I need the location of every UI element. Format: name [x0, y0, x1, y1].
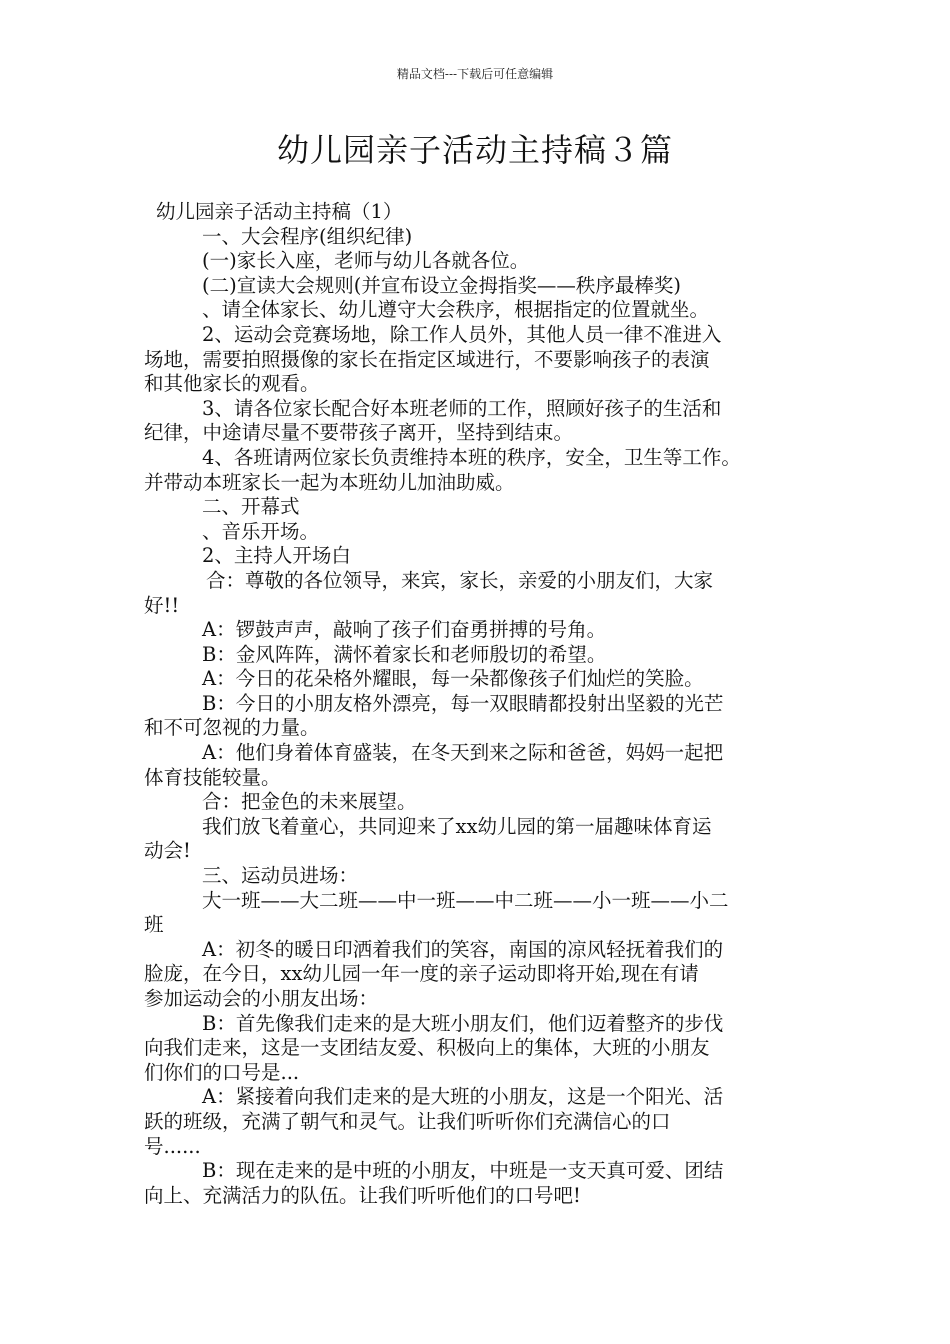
paragraph-line: 纪律，中途请尽量不要带孩子离开，坚持到结束。	[144, 421, 574, 445]
document-body	[144, 200, 820, 1208]
paragraph-line: (一)家长入座，老师与幼儿各就各位。	[202, 249, 530, 273]
paragraph-line: 一、大会程序(组织纪律)	[202, 224, 413, 248]
paragraph-line: B：金风阵阵，满怀着家长和老师殷切的希望。	[202, 642, 607, 666]
paragraph-line: A：今日的花朵格外耀眼，每一朵都像孩子们灿烂的笑脸。	[202, 667, 704, 691]
paragraph-line: 、音乐开场。	[202, 519, 320, 543]
document-title: 幼儿园亲子活动主持稿３篇	[276, 131, 673, 169]
paragraph-line: 参加运动会的小朋友出场：	[144, 987, 379, 1010]
paragraph-line: 4、各班请两位家长负责维持本班的秩序，安全，卫生等工作。	[202, 445, 741, 469]
paragraph-line: 合：尊敬的各位领导，来宾，家长，亲爱的小朋友们，大家	[206, 568, 714, 592]
paragraph-line: B：首先像我们走来的是大班小朋友们，他们迈着整齐的步伐	[202, 1011, 724, 1035]
header-note: 精品文档---下载后可任意编辑	[396, 67, 554, 81]
paragraph-line: 我们放飞着童心，共同迎来了xx幼儿园的第一届趣味体育运	[202, 814, 712, 838]
paragraph-line: 二、开幕式	[202, 495, 300, 519]
paragraph-line: 并带动本班家长一起为本班幼儿加油助威。	[144, 470, 515, 494]
paragraph-line: B：现在走来的是中班的小朋友，中班是一支天真可爱、团结	[202, 1159, 724, 1183]
paragraph-line: 体育技能较量。	[144, 765, 281, 789]
paragraph-line: 号......	[144, 1134, 201, 1158]
paragraph-line: 向上、充满活力的队伍。让我们听听他们的口号吧!	[144, 1183, 581, 1207]
paragraph-line: (二)宣读大会规则(并宣布设立金拇指奖——秩序最棒奖)	[202, 273, 681, 297]
paragraph-line: B：今日的小朋友格外漂亮，每一双眼睛都投射出坚毅的光芒	[202, 691, 724, 715]
paragraph-line: 跃的班级，充满了朝气和灵气。让我们听听你们充满信心的口	[144, 1109, 671, 1133]
paragraph-line: A：他们身着体育盛装，在冬天到来之际和爸爸，妈妈一起把	[202, 741, 724, 765]
paragraph-line: 合：把金色的未来展望。	[202, 790, 417, 814]
paragraph-line: 和其他家长的观看。	[144, 372, 320, 396]
paragraph-line: A：初冬的暖日印洒着我们的笑容，南国的凉风轻抚着我们的	[202, 937, 724, 961]
section-heading: 幼儿园亲子活动主持稿（1）	[156, 200, 403, 223]
paragraph-line: A：紧接着向我们走来的是大班的小朋友，这是一个阳光、活	[202, 1085, 724, 1109]
paragraph-line: 3、请各位家长配合好本班老师的工作，照顾好孩子的生活和	[202, 396, 722, 420]
paragraph-line: A：锣鼓声声，敲响了孩子们奋勇拼搏的号角。	[202, 618, 607, 642]
paragraph-line: 班	[144, 913, 164, 937]
paragraph-line: 和不可忽视的力量。	[144, 716, 320, 740]
paragraph-line: 大一班——大二班——中一班——中二班——小一班——小二	[202, 888, 729, 912]
paragraph-line: 场地，需要拍照摄像的家长在指定区域进行，不要影响孩子的表演	[144, 347, 710, 371]
paragraph-line: 们你们的口号是...	[144, 1060, 300, 1084]
paragraph-line: 向我们走来，这是一支团结友爱、积极向上的集体，大班的小朋友	[144, 1036, 710, 1060]
paragraph-line: 三、运动员进场：	[202, 864, 359, 888]
paragraph-line: 、请全体家长、幼儿遵守大会秩序，根据指定的位置就坐。	[202, 298, 710, 322]
paragraph-line: 2、主持人开场白	[202, 544, 351, 568]
paragraph-line: 脸庞，在今日，xx幼儿园一年一度的亲子运动即将开始,现在有请	[144, 962, 699, 986]
paragraph-line: 动会!	[144, 839, 191, 863]
paragraph-line: 好!!	[144, 593, 180, 617]
paragraph-line: 2、运动会竞赛场地，除工作人员外，其他人员一律不准进入	[202, 322, 722, 346]
